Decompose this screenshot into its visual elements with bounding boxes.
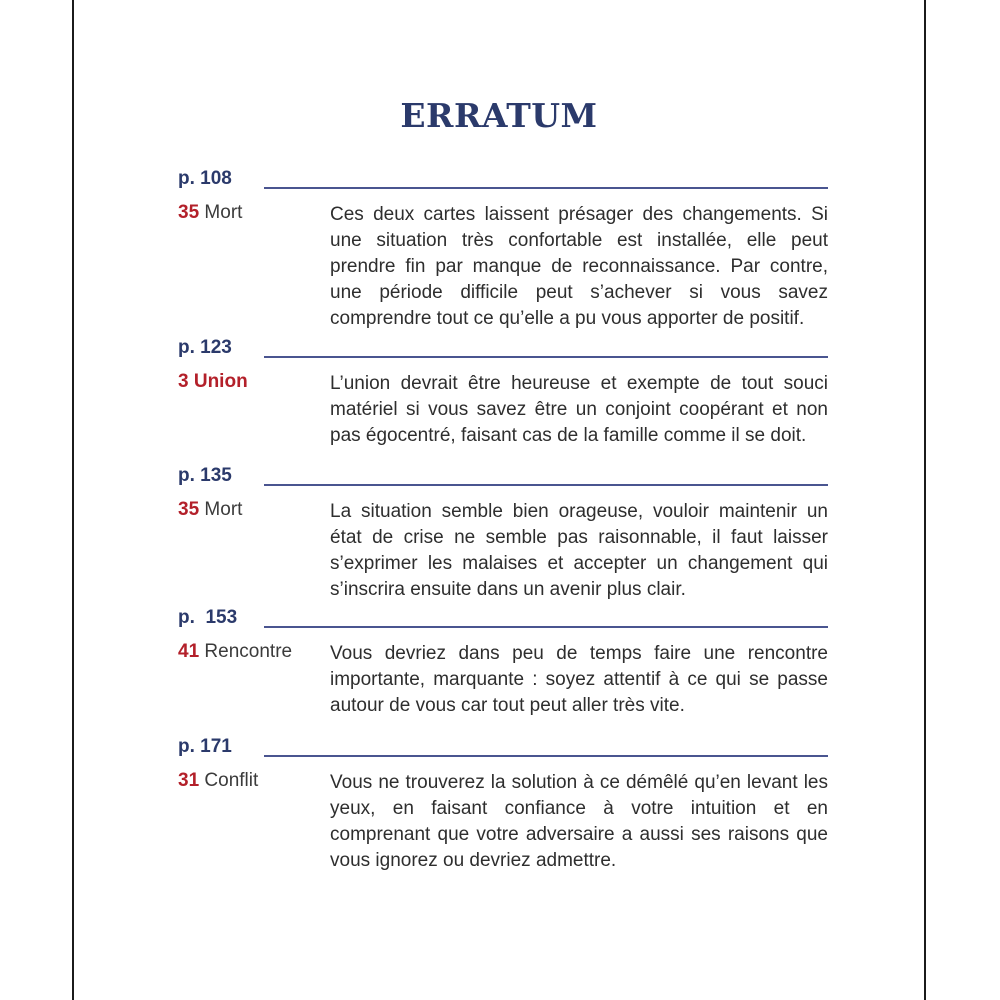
page-reference: p. 123 [178,337,232,358]
page-title: ERRATUM [400,96,598,135]
erratum-entry [178,168,828,332]
page-reference: p. 108 [178,168,232,189]
page-heading [178,607,828,631]
divider-rule [264,755,828,757]
card-description: Vous devriez dans peu de temps faire une rencontre importante, marquante : soyez attentif à ce qui se passe autour de vous car tout peut aller très vite. [330,643,828,716]
card-label [178,641,292,663]
card-label [178,499,242,521]
erratum-entry [178,465,828,603]
card-name: Union [193,371,248,392]
card-description: Ces deux cartes laissent présager des changements. Si une situation très confortable est installée, elle peut prendre fin par manque de reconnaissance. Par contre, une période difficile peut s’achever si vous savez comprendre tout ce qu’elle a pu vous apporter de positif. [330,204,828,329]
card-entry [178,770,828,874]
card-label [178,371,248,393]
page-reference: p. 171 [178,736,232,757]
page-heading [178,736,828,760]
erratum-entry [178,337,828,449]
page-reference: p. 135 [178,465,232,486]
card-number: 31 [178,770,200,791]
card-entry [178,641,828,719]
card-description: Vous ne trouverez la solution à ce démêlé qu’en levant les yeux, en faisant confiance à votre intuition et en comprenant que votre adversaire a aussi ses raisons que vous ignorez ou devriez admettre. [330,772,828,871]
divider-rule [264,626,828,628]
erratum-entry [178,736,828,874]
card-number: 35 [178,499,200,520]
card-name: Mort [204,202,243,223]
divider-rule [264,484,828,486]
card-entry [178,371,828,449]
card-number: 35 [178,202,200,223]
card-entry [178,499,828,603]
card-description: L’union devrait être heureuse et exempte de tout souci matériel si vous savez être un conjoint coopérant et non pas égocentré, faisant cas de la famille comme il se doit. [330,373,828,446]
divider-rule [264,187,828,189]
page-heading [178,465,828,489]
page-heading [178,337,828,361]
divider-rule [264,356,828,358]
card-label [178,770,258,792]
card-name: Conflit [204,770,259,791]
card-number: 41 [178,641,200,662]
card-label [178,202,242,224]
card-name: Rencontre [204,641,293,662]
erratum-page [72,0,926,1000]
page-reference: p. 153 [178,607,238,628]
card-number: 3 [178,371,189,392]
card-entry [178,202,828,332]
erratum-entry [178,607,828,719]
card-name: Mort [204,499,243,520]
card-description: La situation semble bien orageuse, vouloir maintenir un état de crise ne semble pas raisonnable, il faut laisser s’exprimer les malaises et accepter un changement qui s’inscrira ensuite dans un avenir plus clair. [330,501,828,600]
page-heading [178,168,828,192]
